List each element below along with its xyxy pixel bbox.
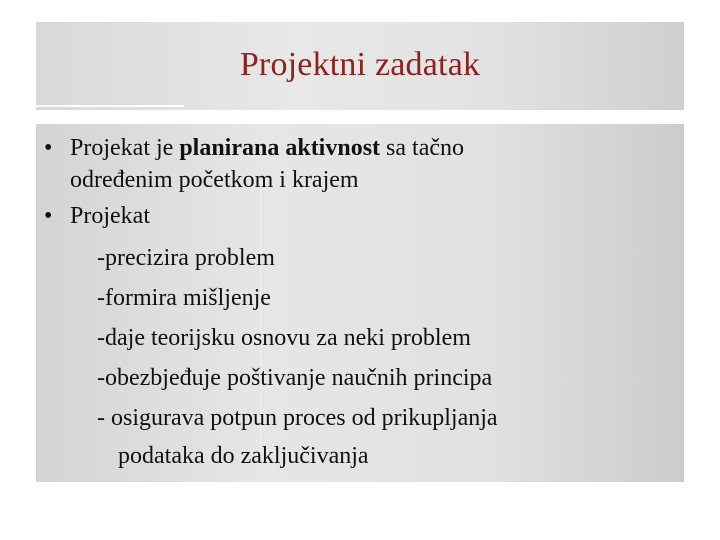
bullet-2-text: Projekat — [70, 203, 150, 229]
sub-item: -daje teorijsku osnovu za neki problem — [97, 325, 471, 351]
sub-item: - osigurava potpun proces od prikupljanja — [97, 405, 498, 431]
bullet-1-post: sa tačno — [380, 135, 464, 161]
sub-item: -obezbjeđuje poštivanje naučnih principa — [97, 365, 493, 391]
bullet-1-bold: planirana aktivnost — [179, 135, 381, 161]
sub-item: -formira mišljenje — [97, 285, 271, 311]
bullet-1-continuation: određenim početkom i krajem — [70, 167, 359, 193]
slide-title: Projektni zadatak — [239, 46, 481, 83]
title-underline — [36, 105, 184, 107]
bullet-marker: • — [44, 135, 53, 161]
sub-item: -precizira problem — [97, 245, 275, 271]
bullet-1-pre: Projekat je — [70, 135, 180, 161]
bullet-marker: • — [44, 203, 53, 229]
sub-item-continuation: podataka do zaključivanja — [118, 443, 369, 469]
